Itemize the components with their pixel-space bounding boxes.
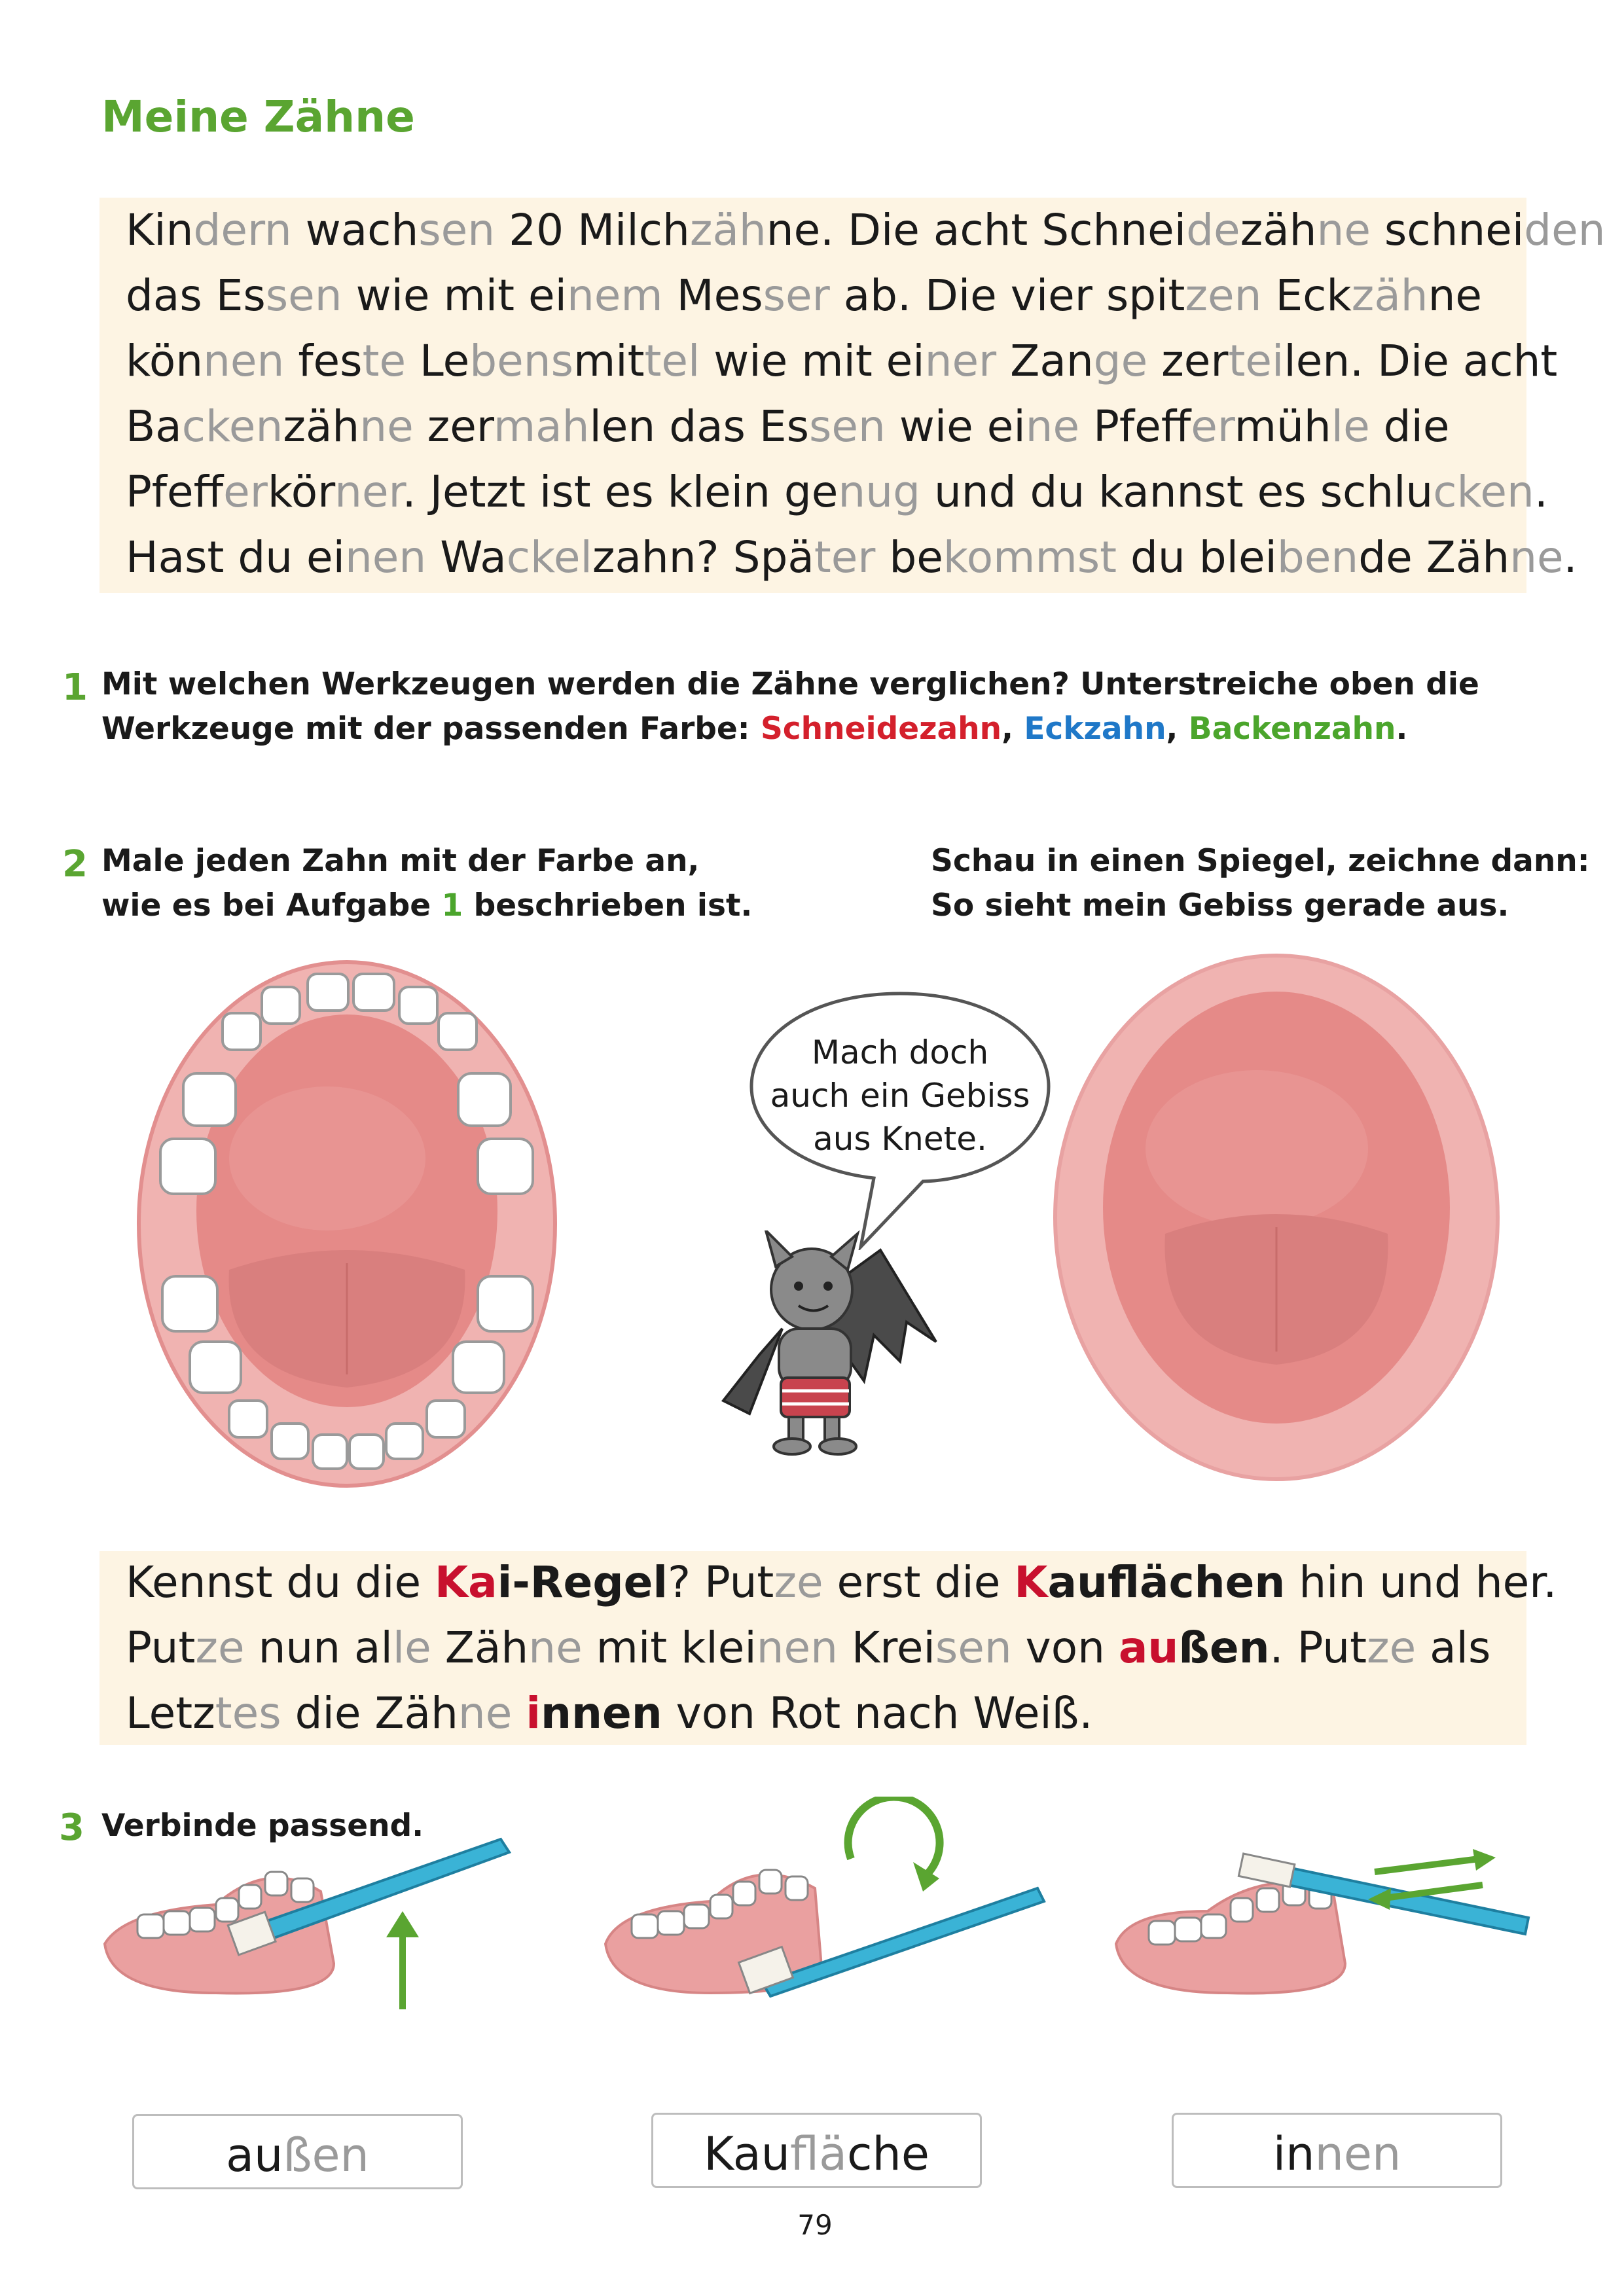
text-segment: in	[1272, 2127, 1315, 2181]
text-segment: ne. Die acht Schnei	[766, 205, 1187, 255]
task-1-instruction	[101, 662, 1479, 751]
task-2-left-suffix: beschrieben ist.	[463, 888, 753, 924]
bubble-line: auch ein Gebiss	[770, 1077, 1030, 1115]
brushing-chewing-surface-illustration[interactable]	[592, 1797, 1051, 2019]
text-segment: tel	[644, 336, 700, 386]
comma: ,	[1166, 711, 1189, 747]
text-segment: zer	[413, 401, 494, 452]
text-segment: de	[1186, 205, 1240, 255]
color-schneidezahn: Schneidezahn	[760, 711, 1002, 747]
text-segment: mit	[573, 336, 645, 386]
text-segment: nen	[203, 336, 285, 386]
text-segment: sen	[935, 1623, 1012, 1673]
text-segment: erst die	[823, 1557, 1015, 1607]
text-segment: Put	[126, 1623, 196, 1673]
text-segment: tes	[215, 1688, 281, 1738]
text-segment: wach	[291, 205, 419, 255]
text-segment: ab. Die vier spit	[829, 270, 1185, 321]
text-segment: ? Put	[667, 1557, 774, 1607]
label-aussen[interactable]	[132, 2114, 463, 2189]
text-segment: fer	[223, 467, 268, 517]
text-line	[126, 1615, 1490, 1681]
text-segment: ge	[1093, 336, 1148, 386]
text-segment: fer	[1191, 401, 1235, 452]
text-segment: len. Die acht	[1284, 336, 1558, 386]
text-line	[126, 1681, 1092, 1746]
empty-mouth-drawing-area[interactable]	[1047, 946, 1506, 1489]
text-segment: und du kannst es schlu	[920, 467, 1434, 517]
task-2-right-line1: Schau in einen Spiegel, zeichne dann:	[931, 843, 1590, 879]
text-segment: ne	[458, 1688, 513, 1738]
text-segment: be	[875, 532, 943, 583]
text-segment: de Zäh	[1358, 532, 1510, 583]
text-segment: den	[1524, 205, 1606, 255]
text-segment: ne	[1428, 270, 1483, 321]
text-segment: ne	[1025, 401, 1080, 452]
kai-rule-box	[99, 1551, 1557, 1745]
text-line	[126, 263, 1482, 329]
period: .	[1396, 711, 1408, 747]
text-segment: ne	[1316, 205, 1371, 255]
text-segment: zer	[1147, 336, 1229, 386]
text-segment: wie mit ei	[700, 336, 925, 386]
text-segment: kör	[267, 467, 335, 517]
text-segment: auflächen	[1047, 1557, 1286, 1607]
text-segment: zäh	[1240, 205, 1317, 255]
text-segment: tei	[1228, 336, 1284, 386]
text-segment: Le	[406, 336, 470, 386]
text-line	[126, 329, 1557, 394]
text-segment: ser	[763, 270, 830, 321]
task-1-line2-prefix: Werkzeuge mit der passenden Farbe:	[101, 711, 761, 747]
text-segment: müh	[1234, 401, 1331, 452]
text-segment: die Zäh	[281, 1688, 458, 1738]
text-line	[126, 525, 1578, 590]
text-segment: Mes	[662, 270, 763, 321]
mouth-with-teeth-illustration[interactable]	[131, 942, 563, 1492]
task-3-instruction: Verbinde passend.	[101, 1808, 424, 1844]
task-2-number: 2	[62, 843, 88, 886]
text-segment: zäh	[283, 401, 360, 452]
text-segment: zäh	[1351, 270, 1428, 321]
text-segment: sen	[418, 205, 496, 255]
text-segment	[512, 1688, 526, 1738]
label-kauflaeche[interactable]	[651, 2113, 982, 2188]
text-segment: Kin	[126, 205, 194, 255]
task-1-line2	[101, 707, 1479, 751]
text-segment: Kau	[704, 2127, 790, 2181]
task-1-line1: Mit welchen Werkzeugen werden die Zähne verglichen? Unterstreiche oben die	[101, 666, 1479, 702]
text-segment: le	[1331, 401, 1370, 452]
text-segment: mit klei	[582, 1623, 757, 1673]
text-segment: mah	[493, 401, 590, 452]
text-segment: fes	[284, 336, 363, 386]
intro-text-box	[99, 198, 1606, 593]
text-segment: kön	[126, 336, 204, 386]
task-3-number: 3	[59, 1806, 84, 1849]
text-segment: cken	[181, 401, 283, 452]
text-line	[126, 459, 1548, 525]
text-segment: zahn? Spä	[592, 532, 814, 583]
bubble-line: aus Knete.	[813, 1120, 987, 1158]
brushing-inside-illustration[interactable]	[1110, 1833, 1542, 2029]
text-segment: bens	[469, 336, 573, 386]
text-segment: Zäh	[431, 1623, 529, 1673]
text-segment: du blei	[1117, 532, 1277, 583]
color-eckzahn: Eckzahn	[1024, 711, 1166, 747]
text-segment: te	[362, 336, 406, 386]
page-number: 79	[797, 2209, 833, 2241]
text-segment: ze	[1366, 1623, 1416, 1673]
comma: ,	[1001, 711, 1024, 747]
text-segment: die	[1369, 401, 1450, 452]
text-segment: ne	[359, 401, 414, 452]
task-2-instruction-left	[101, 839, 752, 928]
text-segment: .	[1534, 467, 1548, 517]
task-1-number: 1	[62, 666, 88, 709]
text-segment: Ba	[126, 401, 182, 452]
text-segment: das Es	[126, 270, 266, 321]
text-segment: le	[392, 1623, 431, 1673]
text-segment: ßen	[1178, 1623, 1270, 1673]
text-segment: nem	[566, 270, 663, 321]
text-segment: sen	[265, 270, 342, 321]
brushing-outside-illustration[interactable]	[98, 1833, 517, 2029]
text-segment: che	[847, 2127, 929, 2181]
text-line	[126, 1550, 1557, 1615]
text-segment: dern	[193, 205, 292, 255]
text-segment: ben	[1276, 532, 1359, 583]
text-line	[126, 198, 1606, 263]
text-segment: K	[1014, 1557, 1048, 1607]
text-segment: wie ei	[885, 401, 1026, 452]
text-segment: au	[1118, 1623, 1179, 1673]
text-segment: wie mit ei	[342, 270, 567, 321]
text-segment: Wa	[426, 532, 507, 583]
task-ref-number: 1	[441, 888, 463, 924]
text-segment: Eck	[1261, 270, 1352, 321]
text-segment: schnei	[1370, 205, 1525, 255]
text-segment: Hast du ei	[126, 532, 345, 583]
text-segment: nug	[838, 467, 920, 517]
text-segment: Zan	[996, 336, 1094, 386]
page-title: Meine Zähne	[101, 92, 415, 142]
color-backenzahn: Backenzahn	[1188, 711, 1396, 747]
text-segment: i-Regel	[497, 1557, 668, 1607]
task-2-right-line2: So sieht mein Gebiss gerade aus.	[931, 888, 1509, 924]
text-segment: sen	[809, 401, 886, 452]
text-segment: als	[1416, 1623, 1491, 1673]
text-segment: nen	[756, 1623, 838, 1673]
text-segment: flä	[790, 2127, 847, 2181]
text-line	[126, 394, 1450, 459]
text-segment: nen	[344, 532, 427, 583]
text-segment: Krei	[837, 1623, 935, 1673]
text-segment: . Jetzt ist es klein ge	[402, 467, 839, 517]
text-segment: i	[526, 1688, 541, 1738]
text-segment: Pfef	[126, 467, 224, 517]
text-segment: hin und her.	[1285, 1557, 1557, 1607]
bubble-line: Mach doch	[811, 1033, 989, 1071]
bat-character-icon	[710, 1230, 946, 1460]
text-segment: ner	[924, 336, 997, 386]
text-segment: ßen	[283, 2128, 369, 2182]
text-segment: Kennst du die	[126, 1557, 435, 1607]
task-2-left-line1: Male jeden Zahn mit der Farbe an,	[101, 843, 700, 879]
text-segment: ze	[774, 1557, 823, 1607]
task-2-left-line2	[101, 884, 752, 928]
task-2-instruction-right	[931, 839, 1590, 928]
label-innen[interactable]	[1172, 2113, 1502, 2188]
text-segment: ne	[1509, 532, 1564, 583]
text-segment: Letz	[126, 1688, 215, 1738]
text-segment: 20 Milch	[495, 205, 690, 255]
text-segment: nnen	[540, 1688, 662, 1738]
text-segment: Pfef	[1079, 401, 1191, 452]
text-segment: len das Es	[589, 401, 810, 452]
text-segment: ner	[334, 467, 403, 517]
text-segment: nen	[1314, 2127, 1401, 2181]
task-2-left-prefix: wie es bei Aufgabe	[101, 888, 442, 924]
text-segment: .	[1563, 532, 1578, 583]
text-segment: ze	[195, 1623, 245, 1673]
text-segment: . Put	[1269, 1623, 1367, 1673]
text-segment: von Rot nach Weiß.	[662, 1688, 1093, 1738]
text-segment: zäh	[689, 205, 767, 255]
text-segment: ckel	[506, 532, 592, 583]
text-segment: zen	[1185, 270, 1262, 321]
text-segment: Ka	[435, 1557, 497, 1607]
speech-bubble-text	[769, 1031, 1031, 1160]
text-segment: ne	[528, 1623, 583, 1673]
text-segment: nun al	[244, 1623, 393, 1673]
text-segment: kommst	[943, 532, 1117, 583]
text-segment: cken	[1433, 467, 1534, 517]
text-segment: au	[226, 2128, 283, 2182]
text-segment: ter	[814, 532, 876, 583]
text-segment: von	[1011, 1623, 1119, 1673]
